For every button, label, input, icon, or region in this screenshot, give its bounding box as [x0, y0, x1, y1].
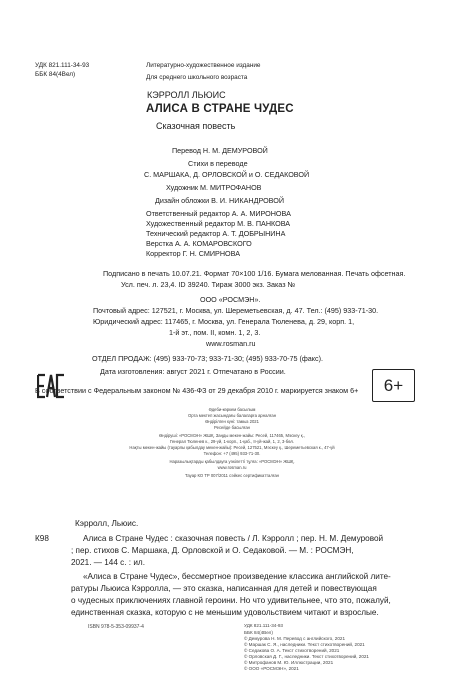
copyright-line: © Маршак С. Я., наследники. Текст стихотворений, 2021 [244, 642, 365, 647]
catalog-entry: ; пер. стихов С. Маршака, Д. Орловской и О. Седаковой. — М. : РОСМЭН, [71, 546, 354, 555]
copyright-line: © Митрофанов М. Ю. Иллюстрации, 2021 [244, 660, 334, 665]
bbk-code: ББК 84(4Вел) [35, 71, 76, 78]
catalog-author-heading: Кэрролл, Льюис. [75, 519, 139, 528]
kz-line: Телефон: +7 (495) 933-71-30. [203, 451, 261, 456]
catalog-annotation: о чудесных приключениях главной героини. Но что удивительнее, что это, пожалуй, [71, 596, 391, 605]
copyright-line: © Демурова Н. М. Перевод с английского, 2021 [244, 636, 345, 641]
print-signed: Подписано в печать 10.07.21. Формат 70×100 1/16. Бумага мелованная. Печать офсетная. [103, 269, 406, 278]
publisher-website: www.rosman.ru [206, 339, 256, 348]
law-note: В соответствии с Федеральным законом № 436-ФЗ от 29 декабря 2010 г. маркируется знаком 6+ [35, 386, 359, 395]
credit-cover-design: Дизайн обложки В. И. НИКАНДРОВОЙ [155, 196, 284, 205]
kz-line: Әдеби-көркем басылым [208, 407, 256, 412]
print-run: Усл. печ. л. 23,4. ID 39240. Тираж 3000 экз. Заказ № [121, 280, 296, 289]
catalog-annotation: «Алиса в Стране Чудес», бессмертное произведение классика английской лите- [83, 572, 391, 581]
kz-line: Генерал Тюленев к., 29-үй, 1-корп., 1-қаб., II-үй-жай, 1, 2, 3-бөл. [169, 439, 295, 444]
book-author: КЭРРОЛЛ ЛЬЮИС [147, 90, 226, 100]
age-target: Для среднего школьного возраста [146, 74, 248, 81]
credit-chief-editor: Ответственный редактор А. А. МИРОНОВА [146, 209, 291, 218]
kz-line: Наразылықтарды қабылдауға уәкілетті тұлға: «РОСМЭН» ЖШҚ. [169, 459, 295, 464]
udk-code: УДК 821.111-34-93 [35, 62, 90, 69]
catalog-entry: 2021. — 144 с. : ил. [71, 558, 145, 567]
kz-line: Өндірілген күні: тамыз 2021 [205, 419, 259, 424]
kz-line: Нақты мекен-жайы (тауарлы қабылдау мекен-жайы): Ресей, 127521, Мәскеу қ., Шереметьевская к., 47-үй [129, 445, 335, 450]
credit-tech-editor: Технический редактор А. Т. ДОБРЫНИНА [146, 229, 286, 238]
kz-line: Ресейде басылған [214, 425, 250, 430]
edition-type: Литературно-художественное издание [146, 62, 261, 69]
credit-illustrator: Художник М. МИТРОФАНОВ [166, 183, 262, 192]
copyright-line: © Седакова О. А. Текст стихотворений, 2021 [244, 648, 340, 653]
publisher-name: ООО «РОСМЭН». [200, 295, 261, 304]
credit-proofreader: Корректор Г. Н. СМИРНОВА [146, 249, 240, 258]
manufacture-date: Дата изготовления: август 2021 г. Отпечатано в России. [100, 367, 286, 376]
age-rating-badge: 6+ [372, 369, 415, 402]
credit-poems-label: Стихи в переводе [188, 159, 248, 168]
credit-layout: Верстка А. А. КОМАРОВСКОГО [146, 239, 252, 248]
book-subtitle: Сказочная повесть [156, 121, 236, 131]
catalog-code: К98 [35, 534, 49, 543]
catalog-entry: Алиса в Стране Чудес : сказочная повесть / Л. Кэрролл ; пер. Н. М. Демуровой [83, 534, 384, 543]
isbn: ISBN 978-5-353-09937-4 [88, 624, 144, 630]
catalog-annotation: единственная сказка, которую с не меньшим удовольствием читают и взрослые. [71, 608, 379, 617]
publisher-legal-address-cont: 1-й эт., пом. II, комн. 1, 2, 3. [169, 328, 261, 337]
copyright-line: © Орловская Д. Г., наследники. Текст стихотворений, 2021 [244, 654, 369, 659]
publisher-postal-address: Почтовый адрес: 127521, г. Москва, ул. Шереметьевская, д. 47. Тел.: (495) 933-71-30. [93, 306, 379, 315]
copyright-line: ББК 84(4Вел) [244, 630, 273, 635]
book-title: АЛИСА В СТРАНЕ ЧУДЕС [146, 103, 294, 115]
copyright-line: УДК 821.111-34-93 [244, 623, 283, 628]
publisher-legal-address: Юридический адрес: 117465, г. Москва, ул. Генерала Тюленева, д. 29, корп. 1, [93, 317, 355, 326]
catalog-annotation: ратуры Льюиса Кэрролла, — это сказка, написанная для детей и повествующая [71, 584, 377, 593]
sales-dept: ОТДЕЛ ПРОДАЖ: (495) 933-70-73; 933-71-30; (495) 933-70-75 (факс). [92, 354, 323, 363]
kz-line: www.rosman.ru [217, 465, 247, 470]
kz-line: Тауар КО ТР 007/2011 сәйкес сертификатталған [185, 473, 279, 478]
copyright-line: © ООО «РОСМЭН», 2021 [244, 666, 299, 671]
credit-art-editor: Художественный редактор М. В. ПАНКОВА [146, 219, 291, 228]
credit-poems-translators: С. МАРШАКА, Д. ОРЛОВСКОЙ и О. СЕДАКОВОЙ [144, 170, 310, 179]
kz-line: Орта мектеп жасындағы балаларға арналған [187, 413, 277, 418]
kz-line: Өндіруші: «РОСМЭН» ЖШҚ. Заңды мекен-жайы: Ресей, 117465, Мәскеу қ., [159, 433, 305, 438]
credit-translator: Перевод Н. М. ДЕМУРОВОЙ [172, 146, 268, 155]
